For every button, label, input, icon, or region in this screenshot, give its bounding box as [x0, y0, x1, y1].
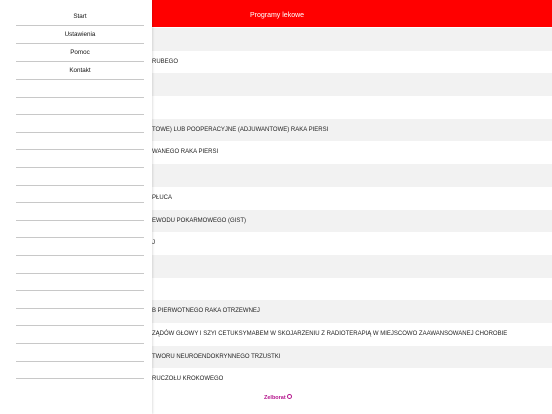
- empty-row: [16, 309, 144, 327]
- empty-row: [16, 115, 144, 133]
- navbar: [152, 0, 552, 27]
- list-item[interactable]: WANEGO RAKA PIERSI: [152, 149, 219, 156]
- footer-logo: [264, 395, 292, 401]
- logo-text: Zelborat: [264, 395, 286, 401]
- empty-row: [16, 80, 144, 98]
- list-item[interactable]: [152, 278, 552, 301]
- list-item[interactable]: J: [152, 240, 155, 247]
- empty-row: [16, 98, 144, 116]
- list-item[interactable]: EWODU POKARMOWEGO (GIST): [152, 210, 552, 233]
- drug-program-list: [152, 28, 552, 391]
- list-item[interactable]: RUCZOŁU KROKOWEGO: [152, 376, 224, 383]
- list-item[interactable]: TOWE) LUB POOPERACYJNE (ADJUWANTOWE) RAKA PIERSI: [152, 119, 552, 142]
- empty-row: [16, 362, 144, 380]
- drawer-menu: [16, 8, 144, 80]
- list-item[interactable]: RUBEGO: [152, 58, 179, 65]
- empty-row: [16, 186, 144, 204]
- empty-row: [16, 274, 144, 292]
- empty-row: [16, 326, 144, 344]
- drawer-item-help[interactable]: Pomoc: [16, 44, 144, 62]
- page-title: Programy lekowe: [249, 12, 305, 19]
- list-item[interactable]: [152, 255, 552, 278]
- empty-row: [16, 238, 144, 256]
- list-item[interactable]: [152, 73, 552, 96]
- drawer-item-contact[interactable]: Kontakt: [16, 62, 144, 80]
- list-item[interactable]: PŁUCA: [152, 194, 173, 201]
- list-item[interactable]: [152, 96, 552, 119]
- empty-row: [16, 256, 144, 274]
- empty-row: [16, 168, 144, 186]
- empty-row: [16, 133, 144, 151]
- list-item[interactable]: TWORU NEUROENDOKRYNNEGO TRZUSTKI: [152, 346, 552, 369]
- empty-row: [16, 291, 144, 309]
- drawer-item-start[interactable]: Start: [16, 8, 144, 26]
- empty-row: [16, 203, 144, 221]
- drawer-item-settings[interactable]: Ustawienia: [16, 26, 144, 44]
- empty-row: [16, 344, 144, 362]
- list-item[interactable]: [152, 164, 552, 187]
- list-item[interactable]: B PIERWOTNEGO RAKA OTRZEWNEJ: [152, 300, 552, 323]
- empty-row: [16, 221, 144, 239]
- drawer-empty-rows: [16, 80, 144, 379]
- side-drawer: [0, 0, 152, 414]
- list-item[interactable]: ZĄDÓW GŁOWY I SZYI CETUKSYMABEM W SKOJARZENIU Z RADIOTERAPIĄ W MIEJSCOWO ZAAWANSOWANEJ CHOROBIE: [152, 330, 508, 337]
- empty-row: [16, 150, 144, 168]
- list-item[interactable]: [152, 28, 552, 51]
- main-content: [152, 0, 552, 414]
- logo-mark-icon: [287, 394, 292, 399]
